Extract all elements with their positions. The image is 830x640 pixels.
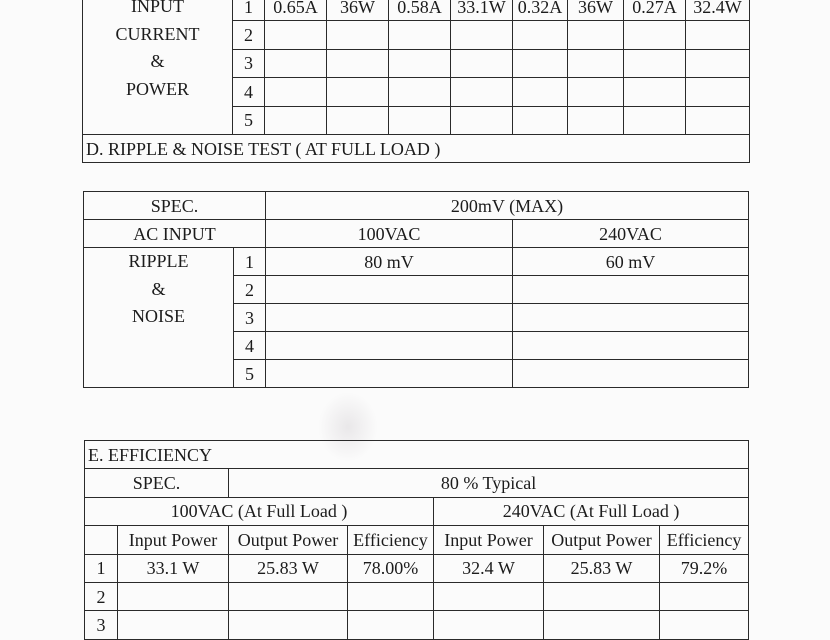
spec-label: SPEC. [85,469,229,497]
table-cell: 36W [327,0,389,21]
output-power-100vac [229,582,348,610]
input-100vac-header: 100VAC [266,220,513,248]
ripple-noise-section-title: D. RIPPLE & NOISE TEST ( AT FULL LOAD ) [83,134,750,162]
table-cell [451,21,513,49]
ripple-240vac-value [513,332,749,360]
table-cell [451,106,513,134]
efficiency-header: Efficiency [660,526,749,554]
section-title-row [85,441,749,469]
label-line: INPUT [131,0,184,16]
table-cell [513,21,568,49]
row-index: 1 [233,0,265,21]
output-power-240vac [544,582,660,610]
efficiency-100vac [348,611,434,639]
table-cell [568,49,624,77]
table-cell [327,106,389,134]
ripple-100vac-value [266,276,513,304]
input-power-100vac: 33.1 W [118,554,229,582]
table-cell [513,106,568,134]
index-header [85,526,118,554]
input-current-power-label [83,0,233,134]
table-cell [451,78,513,106]
ripple-100vac-value [266,332,513,360]
table-cell [686,49,750,77]
row-index: 1 [234,248,266,276]
table-row [85,611,749,639]
row-index: 2 [233,21,265,49]
input-power-240vac [434,582,544,610]
output-power-header: Output Power [229,526,348,554]
spec-row [85,469,749,497]
table-row [83,0,750,21]
table-cell [686,21,750,49]
input-power-240vac: 32.4 W [434,554,544,582]
spec-row [84,192,749,220]
input-power-header: Input Power [434,526,544,554]
table-cell [389,106,451,134]
output-power-100vac [229,611,348,639]
table-cell [327,21,389,49]
input-power-240vac [434,611,544,639]
table-cell [265,21,327,49]
table-cell [568,106,624,134]
table-cell [327,78,389,106]
row-index: 4 [234,332,266,360]
efficiency-table [84,440,749,640]
table-cell: 33.1W [451,0,513,21]
output-power-240vac [544,611,660,639]
table-cell [389,78,451,106]
spec-value: 80 % Typical [229,469,749,497]
ripple-240vac-value: 60 mV [513,248,749,276]
group-100vac-header: 100VAC (At Full Load ) [85,497,434,525]
efficiency-240vac: 79.2% [660,554,749,582]
table-cell [389,21,451,49]
ripple-100vac-value [266,304,513,332]
table-cell [686,78,750,106]
table-cell: 0.27A [624,0,686,21]
ripple-240vac-value [513,360,749,388]
row-index: 2 [234,276,266,304]
table-cell [265,78,327,106]
table-row [84,248,749,276]
row-index: 5 [234,360,266,388]
output-power-100vac: 25.83 W [229,554,348,582]
row-index: 3 [234,304,266,332]
input-power-100vac [118,582,229,610]
table-cell [624,106,686,134]
table-cell [568,78,624,106]
output-power-240vac: 25.83 W [544,554,660,582]
group-header-row [85,497,749,525]
output-power-header: Output Power [544,526,660,554]
table-cell [327,49,389,77]
label-line: NOISE [132,306,185,327]
spec-label: SPEC. [84,192,266,220]
efficiency-100vac [348,582,434,610]
ripple-noise-label [84,248,234,388]
row-index: 3 [233,49,265,77]
ripple-noise-table [83,191,749,388]
label-line: & [150,51,165,71]
label-line: & [151,278,166,299]
ripple-240vac-value [513,304,749,332]
efficiency-section-title: E. EFFICIENCY [85,441,749,469]
efficiency-240vac [660,611,749,639]
table-cell [513,78,568,106]
table-cell: 0.65A [265,0,327,21]
input-240vac-header: 240VAC [513,220,749,248]
row-index: 5 [233,106,265,134]
efficiency-100vac: 78.00% [348,554,434,582]
table-cell [624,21,686,49]
input-power-100vac [118,611,229,639]
table-cell [624,78,686,106]
row-index: 3 [85,611,118,639]
ripple-100vac-value: 80 mV [266,248,513,276]
table-cell [265,49,327,77]
row-index: 2 [85,582,118,610]
table-cell: 0.58A [389,0,451,21]
table-cell [686,106,750,134]
ripple-100vac-value [266,360,513,388]
column-header-row [85,526,749,554]
label-line: RIPPLE [128,251,189,271]
group-240vac-header: 240VAC (At Full Load ) [434,497,749,525]
section-title-row [83,134,750,162]
input-power-header: Input Power [118,526,229,554]
efficiency-240vac [660,582,749,610]
table-row [85,554,749,582]
spec-value: 200mV (MAX) [266,192,749,220]
table-cell [568,21,624,49]
table-cell [513,49,568,77]
row-index: 1 [85,554,118,582]
table-cell [624,49,686,77]
table-row [85,582,749,610]
row-index: 4 [233,78,265,106]
table-cell [451,49,513,77]
table-cell [389,49,451,77]
table-cell: 36W [568,0,624,21]
efficiency-header: Efficiency [348,526,434,554]
ac-input-row [84,220,749,248]
table-cell: 0.32A [513,0,568,21]
label-line: CURRENT [115,23,200,44]
ripple-240vac-value [513,276,749,304]
input-current-power-table [82,0,750,163]
ac-input-label: AC INPUT [84,220,266,248]
label-line: POWER [126,78,189,99]
table-cell [265,106,327,134]
table-cell: 32.4W [686,0,750,21]
